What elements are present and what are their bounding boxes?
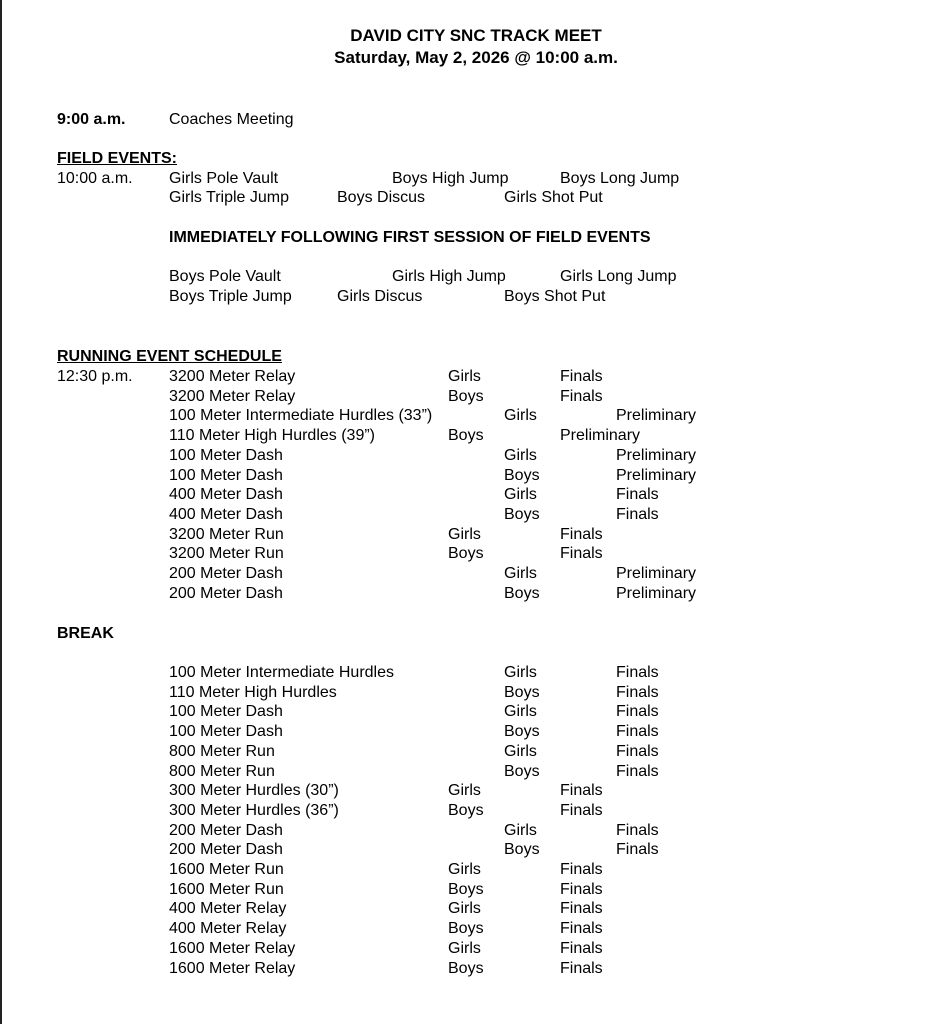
event-round: Finals <box>560 861 603 878</box>
event-round: Finals <box>560 960 603 977</box>
running-schedule-heading: RUNNING EVENT SCHEDULE <box>57 348 282 365</box>
event-round: Preliminary <box>616 585 697 602</box>
event-gender: Boys <box>448 881 484 898</box>
event-gender: Girls <box>504 822 537 839</box>
field-event: Girls High Jump <box>392 268 506 285</box>
event-gender: Boys <box>448 960 484 977</box>
event-round: Finals <box>560 388 603 405</box>
event-gender: Girls <box>504 486 537 503</box>
event-round: Preliminary <box>616 467 697 484</box>
event-name: 1600 Meter Relay <box>169 940 296 957</box>
event-name: 200 Meter Dash <box>169 585 283 602</box>
event-gender: Boys <box>504 467 540 484</box>
coaches-meeting-time: 9:00 a.m. <box>57 111 126 128</box>
event-gender: Girls <box>448 861 481 878</box>
event-gender: Girls <box>448 940 481 957</box>
event-name: 3200 Meter Relay <box>169 388 296 405</box>
event-name: 800 Meter Run <box>169 743 275 760</box>
event-name: 3200 Meter Relay <box>169 368 296 385</box>
event-gender: Girls <box>448 368 481 385</box>
event-round: Finals <box>560 881 603 898</box>
event-name: 3200 Meter Run <box>169 545 284 562</box>
event-name: 200 Meter Dash <box>169 841 283 858</box>
event-gender: Girls <box>448 900 481 917</box>
event-name: 3200 Meter Run <box>169 526 284 543</box>
field-event: Girls Pole Vault <box>169 170 279 187</box>
event-name: 1600 Meter Run <box>169 881 284 898</box>
event-name: 1600 Meter Run <box>169 861 284 878</box>
field-event: Girls Discus <box>337 288 423 305</box>
event-gender: Boys <box>448 545 484 562</box>
event-name: 400 Meter Dash <box>169 506 283 523</box>
event-round: Finals <box>616 763 659 780</box>
event-name: 300 Meter Hurdles (36”) <box>169 802 339 819</box>
field-event: Boys Triple Jump <box>169 288 292 305</box>
event-round: Finals <box>616 486 659 503</box>
event-name: 800 Meter Run <box>169 763 275 780</box>
event-round: Finals <box>616 684 659 701</box>
event-round: Preliminary <box>616 407 697 424</box>
event-round: Finals <box>560 920 603 937</box>
running-schedule-time: 12:30 p.m. <box>57 368 133 385</box>
event-round: Finals <box>560 545 603 562</box>
event-gender: Girls <box>448 782 481 799</box>
event-gender: Girls <box>504 407 537 424</box>
coaches-meeting-label: Coaches Meeting <box>169 111 294 128</box>
field-events-time: 10:00 a.m. <box>57 170 133 187</box>
event-gender: Girls <box>504 743 537 760</box>
event-gender: Girls <box>504 664 537 681</box>
event-gender: Boys <box>448 427 484 444</box>
event-round: Finals <box>616 743 659 760</box>
event-name: 200 Meter Dash <box>169 565 283 582</box>
event-name: 1600 Meter Relay <box>169 960 296 977</box>
event-gender: Girls <box>448 526 481 543</box>
event-gender: Boys <box>504 506 540 523</box>
field-event: Boys Pole Vault <box>169 268 281 285</box>
event-gender: Boys <box>448 388 484 405</box>
event-gender: Boys <box>504 684 540 701</box>
event-name: 100 Meter Dash <box>169 467 283 484</box>
field-events-heading: FIELD EVENTS: <box>57 150 178 167</box>
event-name: 110 Meter High Hurdles <box>169 684 337 701</box>
event-name: 400 Meter Relay <box>169 900 287 917</box>
event-name: 400 Meter Relay <box>169 920 287 937</box>
event-name: 100 Meter Intermediate Hurdles (33”) <box>169 407 433 424</box>
event-gender: Girls <box>504 565 537 582</box>
meet-title: DAVID CITY SNC TRACK MEET <box>350 26 602 45</box>
event-round: Finals <box>616 664 659 681</box>
event-gender: Girls <box>504 447 537 464</box>
event-round: Finals <box>560 900 603 917</box>
event-round: Preliminary <box>560 427 641 444</box>
field-event: Boys Long Jump <box>560 170 680 187</box>
event-gender: Boys <box>504 763 540 780</box>
event-round: Finals <box>616 723 659 740</box>
page-left-border <box>0 0 2 1024</box>
field-event: Boys High Jump <box>392 170 509 187</box>
event-round: Finals <box>560 526 603 543</box>
break-label: BREAK <box>57 625 114 642</box>
event-name: 100 Meter Dash <box>169 723 283 740</box>
field-event: Girls Shot Put <box>504 189 603 206</box>
field-event: Girls Long Jump <box>560 268 677 285</box>
event-name: 200 Meter Dash <box>169 822 283 839</box>
field-event: Girls Triple Jump <box>169 189 290 206</box>
meet-date: Saturday, May 2, 2026 @ 10:00 a.m. <box>334 48 618 67</box>
event-name: 400 Meter Dash <box>169 486 283 503</box>
event-name: 110 Meter High Hurdles (39”) <box>169 427 376 444</box>
field-event: Boys Shot Put <box>504 288 606 305</box>
event-round: Preliminary <box>616 565 697 582</box>
event-gender: Boys <box>504 723 540 740</box>
following-session-note: IMMEDIATELY FOLLOWING FIRST SESSION OF FIELD EVENTS <box>169 229 651 246</box>
event-gender: Boys <box>504 841 540 858</box>
event-round: Finals <box>616 841 659 858</box>
event-round: Finals <box>560 782 603 799</box>
event-round: Finals <box>616 822 659 839</box>
event-name: 100 Meter Intermediate Hurdles <box>169 664 394 681</box>
event-round: Preliminary <box>616 447 697 464</box>
event-round: Finals <box>560 368 603 385</box>
field-event: Boys Discus <box>337 189 426 206</box>
event-round: Finals <box>560 940 603 957</box>
event-name: 100 Meter Dash <box>169 703 283 720</box>
event-gender: Boys <box>504 585 540 602</box>
event-gender: Boys <box>448 920 484 937</box>
event-name: 100 Meter Dash <box>169 447 283 464</box>
event-gender: Boys <box>448 802 484 819</box>
event-round: Finals <box>616 506 659 523</box>
event-round: Finals <box>616 703 659 720</box>
event-gender: Girls <box>504 703 537 720</box>
event-round: Finals <box>560 802 603 819</box>
event-name: 300 Meter Hurdles (30”) <box>169 782 339 799</box>
